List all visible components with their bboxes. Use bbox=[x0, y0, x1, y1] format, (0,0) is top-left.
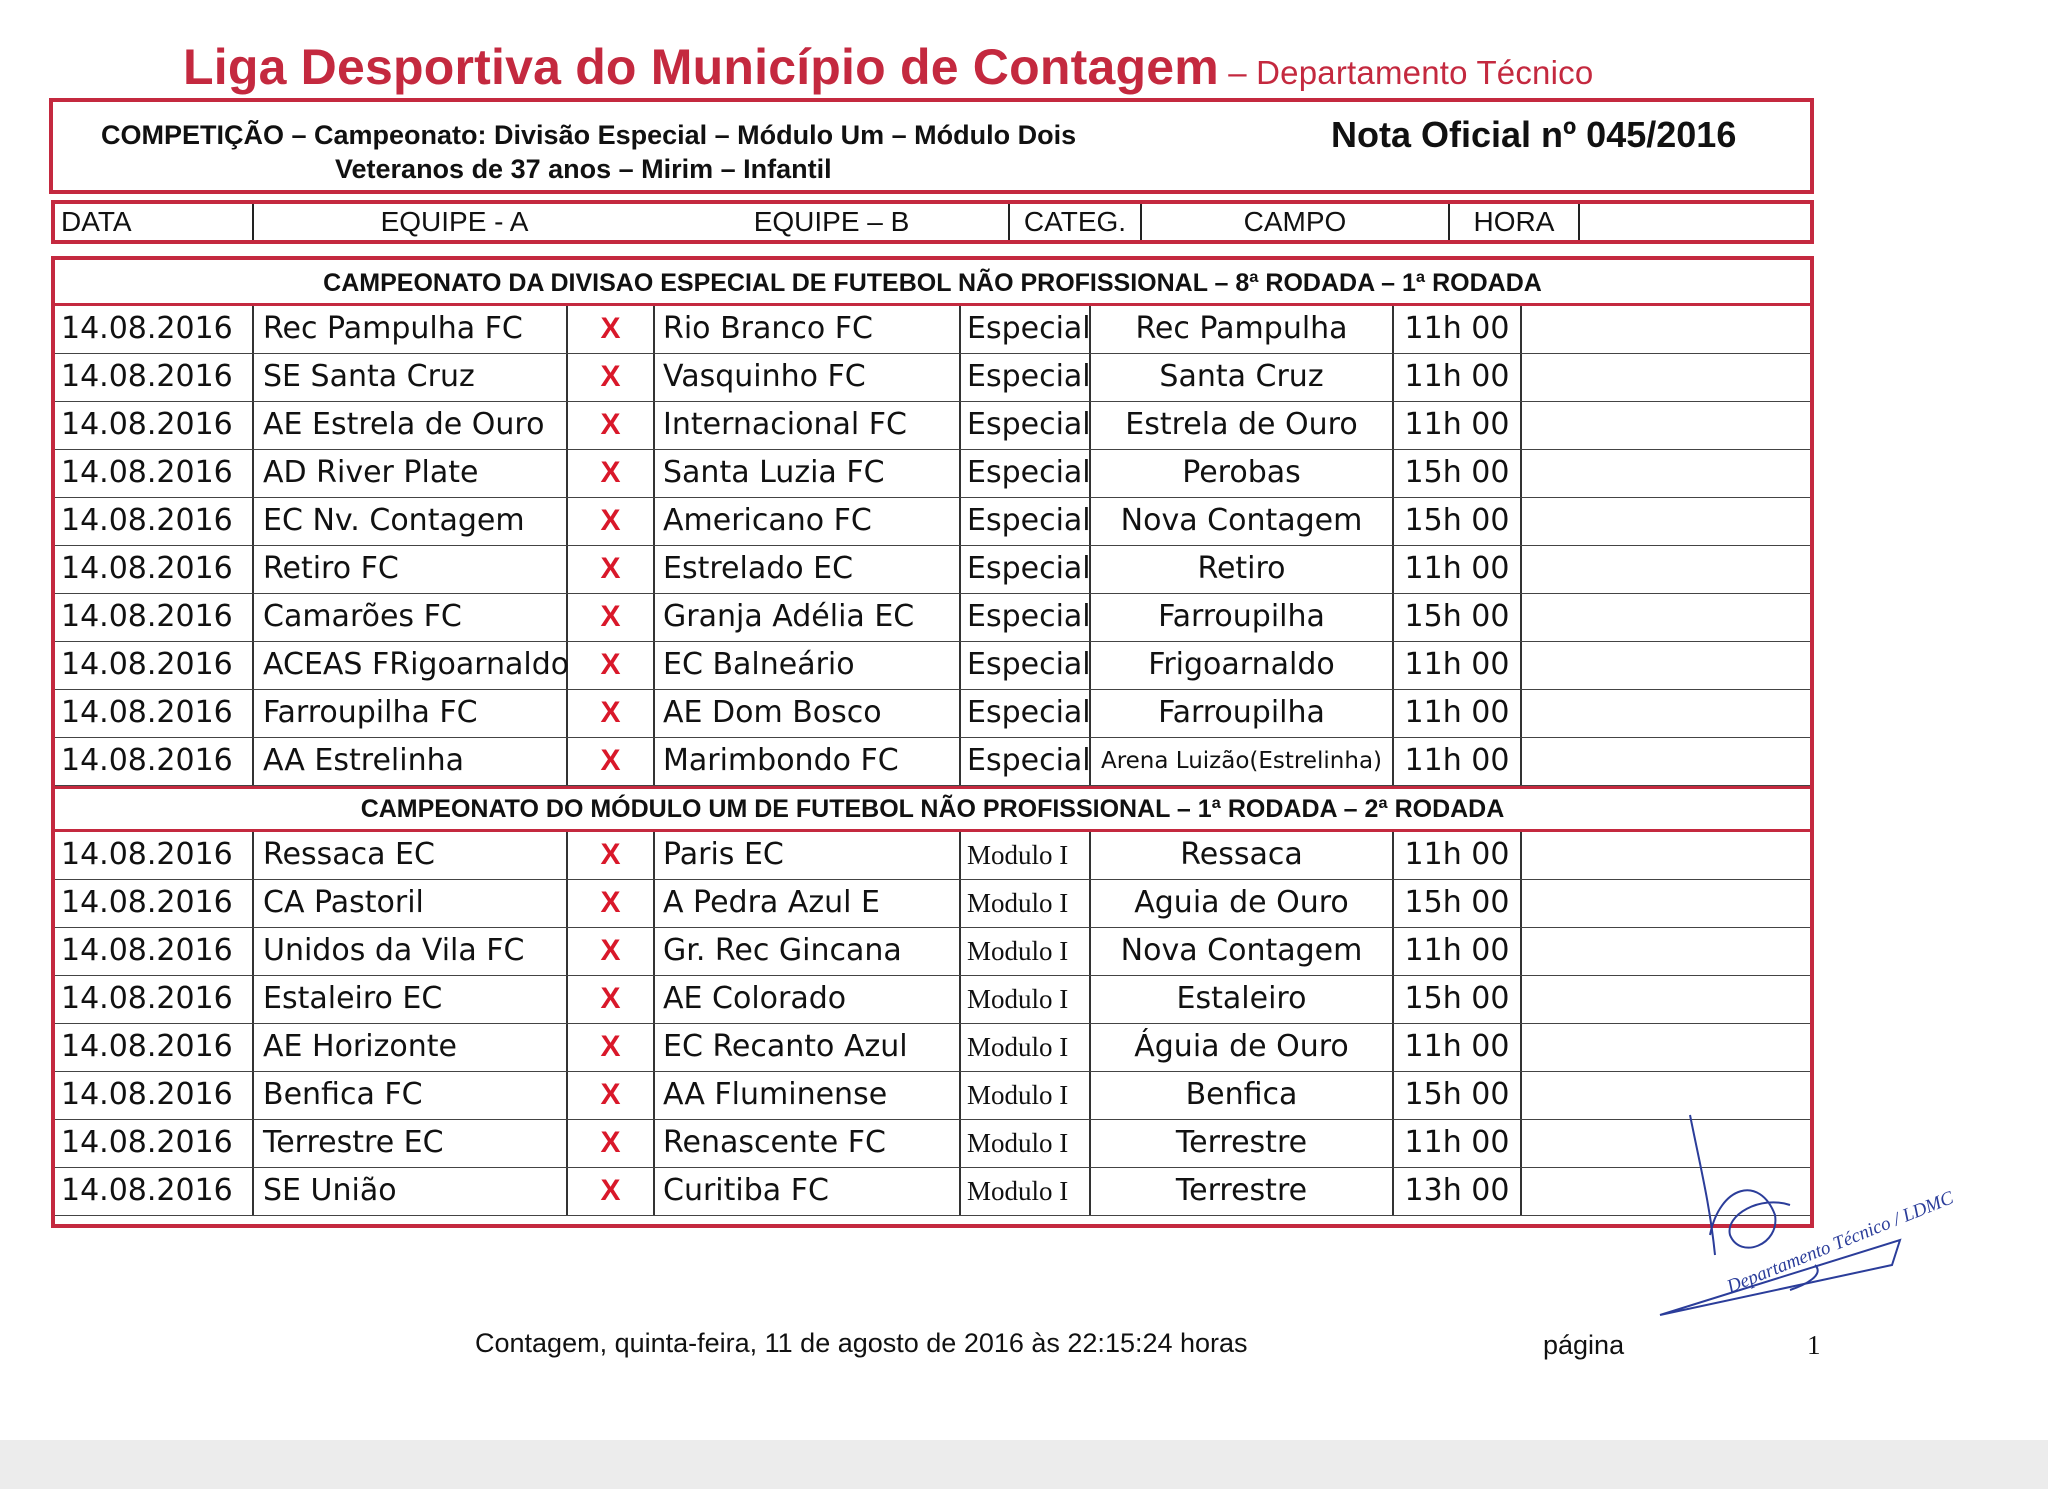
category: Modulo I bbox=[961, 880, 1091, 927]
versus-mark: X bbox=[568, 642, 655, 689]
column-header-field bbox=[1142, 204, 1450, 240]
versus-mark: X bbox=[568, 450, 655, 497]
competition-line-1: COMPETIÇÃO – Campeonato: Divisão Especial – Módulo Um – Módulo Dois bbox=[101, 120, 1077, 150]
match-date: 14.08.2016 bbox=[55, 450, 254, 497]
versus-mark: X bbox=[568, 1120, 655, 1167]
kickoff-time: 11h 00 bbox=[1394, 928, 1522, 975]
match-date: 14.08.2016 bbox=[55, 1072, 254, 1119]
kickoff-time: 11h 00 bbox=[1394, 1024, 1522, 1071]
versus-mark: X bbox=[568, 546, 655, 593]
field: Retiro bbox=[1091, 546, 1394, 593]
blank-cell bbox=[1522, 880, 1810, 927]
match-date: 14.08.2016 bbox=[55, 1120, 254, 1167]
match-date: 14.08.2016 bbox=[55, 546, 254, 593]
column-header-team-a bbox=[254, 204, 655, 240]
category: Especial bbox=[961, 306, 1091, 353]
kickoff-time: 13h 00 bbox=[1394, 1168, 1522, 1215]
versus-mark: X bbox=[568, 306, 655, 353]
column-header-time-label: HORA bbox=[1473, 206, 1555, 237]
category: Especial bbox=[961, 690, 1091, 737]
blank-cell bbox=[1522, 690, 1810, 737]
category: Modulo I bbox=[961, 1072, 1091, 1119]
kickoff-time: 15h 00 bbox=[1394, 450, 1522, 497]
field: Perobas bbox=[1091, 450, 1394, 497]
match-date: 14.08.2016 bbox=[55, 306, 254, 353]
team-b: A Pedra Azul E bbox=[655, 880, 961, 927]
kickoff-time: 11h 00 bbox=[1394, 546, 1522, 593]
match-date: 14.08.2016 bbox=[55, 594, 254, 641]
blank-cell bbox=[1522, 976, 1810, 1023]
table-row bbox=[55, 354, 1810, 402]
field: Terrestre bbox=[1091, 1168, 1394, 1215]
league-title bbox=[183, 38, 1593, 96]
kickoff-time: 11h 00 bbox=[1394, 642, 1522, 689]
team-a: Farroupilha FC bbox=[254, 690, 568, 737]
field: Benfica bbox=[1091, 1072, 1394, 1119]
category: Modulo I bbox=[961, 832, 1091, 879]
field: Santa Cruz bbox=[1091, 354, 1394, 401]
kickoff-time: 11h 00 bbox=[1394, 354, 1522, 401]
versus-mark: X bbox=[568, 880, 655, 927]
team-b: EC Balneário bbox=[655, 642, 961, 689]
nota-oficial: Nota Oficial nº 045/2016 bbox=[1331, 114, 1737, 155]
field: Ressaca bbox=[1091, 832, 1394, 879]
match-date: 14.08.2016 bbox=[55, 1168, 254, 1215]
column-header-field-label: CAMPO bbox=[1243, 206, 1347, 237]
versus-mark: X bbox=[568, 1024, 655, 1071]
category: Especial bbox=[961, 354, 1091, 401]
table-row bbox=[55, 642, 1810, 690]
category: Especial bbox=[961, 498, 1091, 545]
team-b: AE Dom Bosco bbox=[655, 690, 961, 737]
section-title: CAMPEONATO DA DIVISAO ESPECIAL DE FUTEBOL NÃO PROFISSIONAL – 8ª RODADA – 1ª RODADA bbox=[55, 260, 1810, 306]
field: Rec Pampulha bbox=[1091, 306, 1394, 353]
match-date: 14.08.2016 bbox=[55, 642, 254, 689]
team-b: Curitiba FC bbox=[655, 1168, 961, 1215]
team-b: Vasquinho FC bbox=[655, 354, 961, 401]
team-a: Retiro FC bbox=[254, 546, 568, 593]
team-a: Ressaca EC bbox=[254, 832, 568, 879]
team-b: Rio Branco FC bbox=[655, 306, 961, 353]
signature-stroke bbox=[1710, 1190, 1790, 1247]
table-row bbox=[55, 928, 1810, 976]
competition-line-2: Veteranos de 37 anos – Mirim – Infantil bbox=[335, 154, 832, 184]
category: Especial bbox=[961, 450, 1091, 497]
team-a: SE Santa Cruz bbox=[254, 354, 568, 401]
versus-mark: X bbox=[568, 498, 655, 545]
kickoff-time: 11h 00 bbox=[1394, 402, 1522, 449]
stamp-text: Departamento Técnico / LDMC bbox=[1724, 1187, 1957, 1298]
field: Aguia de Ouro bbox=[1091, 880, 1394, 927]
table-row bbox=[55, 1072, 1810, 1120]
kickoff-time: 15h 00 bbox=[1394, 498, 1522, 545]
match-date: 14.08.2016 bbox=[55, 402, 254, 449]
blank-cell bbox=[1522, 450, 1810, 497]
field: Nova Contagem bbox=[1091, 498, 1394, 545]
match-date: 14.08.2016 bbox=[55, 832, 254, 879]
blank-cell bbox=[1522, 354, 1810, 401]
team-b: Granja Adélia EC bbox=[655, 594, 961, 641]
field: Arena Luizão(Estrelinha) bbox=[1091, 738, 1394, 785]
match-date: 14.08.2016 bbox=[55, 880, 254, 927]
team-a: Camarões FC bbox=[254, 594, 568, 641]
category: Modulo I bbox=[961, 928, 1091, 975]
category: Especial bbox=[961, 642, 1091, 689]
column-header-date-label: DATA bbox=[61, 206, 132, 237]
kickoff-time: 11h 00 bbox=[1394, 738, 1522, 785]
team-b: Internacional FC bbox=[655, 402, 961, 449]
team-a: ACEAS FRigoarnaldo bbox=[254, 642, 568, 689]
table-row bbox=[55, 402, 1810, 450]
team-a: AE Estrela de Ouro bbox=[254, 402, 568, 449]
field: Farroupilha bbox=[1091, 594, 1394, 641]
match-date: 14.08.2016 bbox=[55, 738, 254, 785]
competition-header bbox=[49, 98, 1814, 194]
column-header-team-a-label: EQUIPE - A bbox=[380, 206, 529, 237]
page-number: 1 bbox=[1807, 1330, 1821, 1360]
team-a: Unidos da Vila FC bbox=[254, 928, 568, 975]
team-a: Estaleiro EC bbox=[254, 976, 568, 1023]
table-row bbox=[55, 690, 1810, 738]
kickoff-time: 15h 00 bbox=[1394, 976, 1522, 1023]
league-name: Liga Desportiva do Município de Contagem bbox=[183, 39, 1219, 95]
category: Especial bbox=[961, 594, 1091, 641]
match-date: 14.08.2016 bbox=[55, 976, 254, 1023]
table-row bbox=[55, 450, 1810, 498]
kickoff-time: 15h 00 bbox=[1394, 1072, 1522, 1119]
field: Nova Contagem bbox=[1091, 928, 1394, 975]
match-date: 14.08.2016 bbox=[55, 354, 254, 401]
column-header-team-b-label: EQUIPE – B bbox=[753, 206, 910, 237]
team-b: Santa Luzia FC bbox=[655, 450, 961, 497]
team-a: AE Horizonte bbox=[254, 1024, 568, 1071]
section-title: CAMPEONATO DO MÓDULO UM DE FUTEBOL NÃO PROFISSIONAL – 1ª RODADA – 2ª RODADA bbox=[55, 786, 1810, 832]
fixtures-table bbox=[51, 256, 1814, 1228]
column-header-team-b bbox=[655, 204, 1010, 240]
table-row bbox=[55, 738, 1810, 786]
table-row bbox=[55, 306, 1810, 354]
blank-cell bbox=[1522, 928, 1810, 975]
team-a: CA Pastoril bbox=[254, 880, 568, 927]
table-row bbox=[55, 880, 1810, 928]
page-label: página bbox=[1543, 1330, 1625, 1360]
category: Modulo I bbox=[961, 1120, 1091, 1167]
blank-cell bbox=[1522, 1024, 1810, 1071]
team-b: Gr. Rec Gincana bbox=[655, 928, 961, 975]
scan-edge bbox=[0, 1440, 2048, 1489]
field: Estaleiro bbox=[1091, 976, 1394, 1023]
table-row bbox=[55, 1024, 1810, 1072]
versus-mark: X bbox=[568, 690, 655, 737]
department-name: – Departamento Técnico bbox=[1218, 54, 1594, 91]
category: Especial bbox=[961, 546, 1091, 593]
table-row bbox=[55, 498, 1810, 546]
team-b: AA Fluminense bbox=[655, 1072, 961, 1119]
versus-mark: X bbox=[568, 976, 655, 1023]
table-row bbox=[55, 1120, 1810, 1168]
kickoff-time: 15h 00 bbox=[1394, 594, 1522, 641]
category: Modulo I bbox=[961, 976, 1091, 1023]
blank-cell bbox=[1522, 594, 1810, 641]
team-a: AA Estrelinha bbox=[254, 738, 568, 785]
column-header-category-label: CATEG. bbox=[1023, 206, 1127, 237]
team-a: SE União bbox=[254, 1168, 568, 1215]
team-b: Renascente FC bbox=[655, 1120, 961, 1167]
team-a: EC Nv. Contagem bbox=[254, 498, 568, 545]
table-row bbox=[55, 546, 1810, 594]
blank-cell bbox=[1522, 306, 1810, 353]
column-header-category bbox=[1010, 204, 1142, 240]
blank-cell bbox=[1522, 642, 1810, 689]
category: Modulo I bbox=[961, 1168, 1091, 1215]
signature-stroke bbox=[1690, 1115, 1715, 1255]
kickoff-time: 11h 00 bbox=[1394, 832, 1522, 879]
field: Águia de Ouro bbox=[1091, 1024, 1394, 1071]
versus-mark: X bbox=[568, 738, 655, 785]
match-date: 14.08.2016 bbox=[55, 690, 254, 737]
versus-mark: X bbox=[568, 1072, 655, 1119]
blank-cell bbox=[1522, 498, 1810, 545]
column-headers bbox=[51, 200, 1814, 244]
kickoff-time: 11h 00 bbox=[1394, 690, 1522, 737]
versus-mark: X bbox=[568, 832, 655, 879]
table-row bbox=[55, 594, 1810, 642]
blank-cell bbox=[1522, 738, 1810, 785]
category: Especial bbox=[961, 738, 1091, 785]
kickoff-time: 11h 00 bbox=[1394, 306, 1522, 353]
field: Farroupilha bbox=[1091, 690, 1394, 737]
versus-mark: X bbox=[568, 1168, 655, 1215]
match-date: 14.08.2016 bbox=[55, 1024, 254, 1071]
category: Especial bbox=[961, 402, 1091, 449]
signature-stamp bbox=[1560, 1085, 1957, 1345]
team-b: EC Recanto Azul bbox=[655, 1024, 961, 1071]
table-row bbox=[55, 976, 1810, 1024]
kickoff-time: 11h 00 bbox=[1394, 1120, 1522, 1167]
versus-mark: X bbox=[568, 594, 655, 641]
team-a: Terrestre EC bbox=[254, 1120, 568, 1167]
column-header-date bbox=[55, 204, 254, 240]
versus-mark: X bbox=[568, 354, 655, 401]
field: Estrela de Ouro bbox=[1091, 402, 1394, 449]
table-row bbox=[55, 832, 1810, 880]
field: Terrestre bbox=[1091, 1120, 1394, 1167]
versus-mark: X bbox=[568, 928, 655, 975]
team-a: Benfica FC bbox=[254, 1072, 568, 1119]
blank-cell bbox=[1522, 832, 1810, 879]
team-b: AE Colorado bbox=[655, 976, 961, 1023]
category: Modulo I bbox=[961, 1024, 1091, 1071]
match-date: 14.08.2016 bbox=[55, 498, 254, 545]
versus-mark: X bbox=[568, 402, 655, 449]
team-a: Rec Pampulha FC bbox=[254, 306, 568, 353]
team-b: Marimbondo FC bbox=[655, 738, 961, 785]
team-b: Paris EC bbox=[655, 832, 961, 879]
column-header-time bbox=[1450, 204, 1580, 240]
table-row bbox=[55, 1168, 1810, 1216]
team-b: Estrelado EC bbox=[655, 546, 961, 593]
match-date: 14.08.2016 bbox=[55, 928, 254, 975]
field: Frigoarnaldo bbox=[1091, 642, 1394, 689]
team-a: AD River Plate bbox=[254, 450, 568, 497]
footer-place-date: Contagem, quinta-feira, 11 de agosto de 2016 às 22:15:24 horas bbox=[475, 1328, 1248, 1358]
kickoff-time: 15h 00 bbox=[1394, 880, 1522, 927]
team-b: Americano FC bbox=[655, 498, 961, 545]
blank-cell bbox=[1522, 546, 1810, 593]
blank-cell bbox=[1522, 402, 1810, 449]
